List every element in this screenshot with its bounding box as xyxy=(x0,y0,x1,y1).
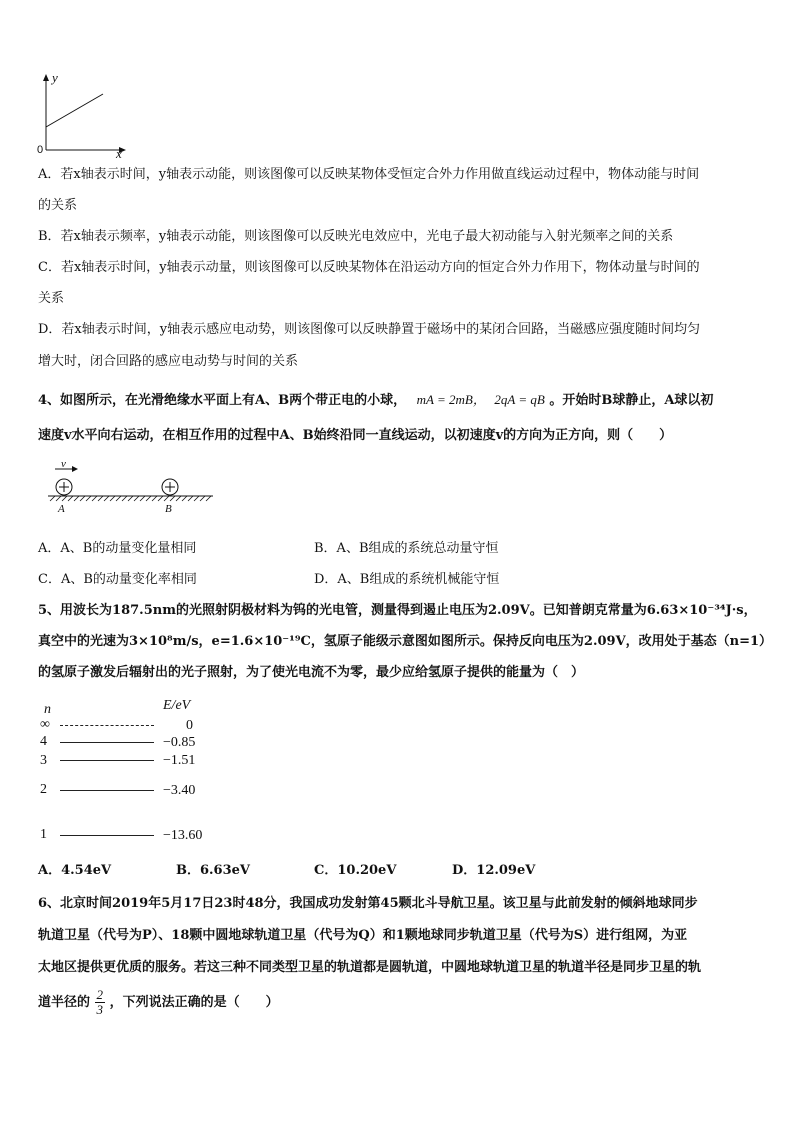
q6-line3: 太地区提供更优质的服务。若这三种不同类型卫星的轨道都是圆轨道，中圆地球轨道卫星的轨道半径是同步卫星的轨 xyxy=(38,960,702,975)
level-4-n: 4 xyxy=(40,734,47,749)
level-2-e: −3.40 xyxy=(163,783,196,798)
q4-line1 xyxy=(38,392,713,409)
level-3-e: −1.51 xyxy=(163,753,196,768)
level-3-line xyxy=(60,760,154,761)
option-3d-line2: 增大时，闭合回路的感应电动势与时间的关系 xyxy=(38,354,299,369)
option-3a-line2: 的关系 xyxy=(38,198,78,213)
graph-line xyxy=(46,94,103,127)
level-inf-n: ∞ xyxy=(40,717,50,732)
q4-mass-relation: mA = 2mB， xyxy=(416,392,486,407)
option-3c-line1: C．若x轴表示时间，y轴表示动量，则该图像可以反映某物体在沿运动方向的恒定合外力作用下，物体动量与时间的 xyxy=(38,260,700,275)
fraction-numerator: 2 xyxy=(96,987,104,1002)
q5-option-c: C．10.20eV xyxy=(314,863,397,878)
q5-option-d: D．12.09eV xyxy=(452,863,536,878)
q4-line1-a: 4、如图所示，在光滑绝缘水平面上有A、B两个带正电的小球， xyxy=(38,393,407,408)
origin-label: 0 xyxy=(37,144,44,156)
q6-line4-b: ，下列说法正确的是（ ） xyxy=(109,995,279,1010)
q4-figure xyxy=(40,458,220,518)
level-inf-line xyxy=(60,725,154,726)
graph-svg xyxy=(30,70,130,160)
q4-figure-svg xyxy=(40,458,220,518)
level-1-line xyxy=(60,835,154,836)
energy-level-diagram xyxy=(36,698,236,848)
kinetic-graph xyxy=(30,70,130,160)
q5-option-a: A．4.54eV xyxy=(38,863,112,878)
q6-line4 xyxy=(38,986,279,1020)
q4-charge-relation: 2qA = qB xyxy=(494,392,545,407)
fraction-two-thirds xyxy=(95,988,106,1017)
y-axis-arrow xyxy=(43,74,49,81)
q4-option-d: D．A、B组成的系统机械能守恒 xyxy=(314,572,500,587)
n-header: n xyxy=(44,702,51,717)
fig-b-label: B xyxy=(165,503,172,515)
e-header: E/eV xyxy=(163,698,191,713)
q6-line4-a: 道半径的 xyxy=(38,995,91,1010)
q5-line3: 的氢原子激发后辐射出的光子照射，为了使光电流不为零，最少应给氢原子提供的能量为（ ） xyxy=(38,665,585,680)
level-inf-e: 0 xyxy=(186,718,193,733)
q4-line2: 速度v水平向右运动，在相互作用的过程中A、B始终沿同一直线运动，以初速度v的方向为正方向，则（ ） xyxy=(38,428,673,443)
level-4-line xyxy=(60,742,154,743)
q5-line2: 真空中的光速为3×10⁸m/s，e=1.6×10⁻¹⁹C，氢原子能级示意图如图所示。保持反向电压为2.09V，改用处于基态（n=1） xyxy=(38,634,773,649)
level-1-e: −13.60 xyxy=(163,828,203,843)
x-axis-label: x xyxy=(116,146,122,161)
q5-line1: 5、用波长为187.5nm的光照射阴极材料为钨的光电管，测量得到遏止电压为2.09V。已知普朗克常量为6.63×10⁻³⁴J·s， xyxy=(38,603,757,618)
q5-option-b: B．6.63eV xyxy=(176,863,251,878)
level-4-e: −0.85 xyxy=(163,735,196,750)
q4-option-a: A．A、B的动量变化量相同 xyxy=(38,541,197,556)
q6-line2: 轨道卫星（代号为P）、18颗中圆地球轨道卫星（代号为Q）和1颗地球同步轨道卫星（代号为S）进行组网，为亚 xyxy=(38,928,688,943)
fraction-denominator: 3 xyxy=(96,1002,104,1017)
ground-hatch xyxy=(50,496,211,501)
q4-line1-b: 。开始时B球静止，A球以初 xyxy=(549,393,714,408)
q4-option-b: B．A、B组成的系统总动量守恒 xyxy=(314,541,499,556)
level-2-line xyxy=(60,790,154,791)
option-3d-line1: D．若x轴表示时间，y轴表示感应电动势，则该图像可以反映静置于磁场中的某闭合回路，当磁感应强度随时间均匀 xyxy=(38,322,701,337)
option-3c-line2: 关系 xyxy=(38,291,65,306)
q4-option-c: C．A、B的动量变化率相同 xyxy=(38,572,197,587)
level-3-n: 3 xyxy=(40,753,47,768)
option-3a-line1: A．若x轴表示时间，y轴表示动能，则该图像可以反映某物体受恒定合外力作用做直线运动过程中，物体动能与时间 xyxy=(38,167,700,182)
option-3b: B．若x轴表示频率，y轴表示动能，则该图像可以反映光电效应中，光电子最大初动能与入射光频率之间的关系 xyxy=(38,229,674,244)
level-1-n: 1 xyxy=(40,827,47,842)
fig-a-label: A xyxy=(58,503,65,515)
q6-line1: 6、北京时间2019年5月17日23时48分，我国成功发射第45颗北斗导航卫星。该卫星与此前发射的倾斜地球同步 xyxy=(38,896,698,911)
fig-v-label: v xyxy=(61,458,66,470)
velocity-arrowhead xyxy=(72,466,78,472)
y-axis-label: y xyxy=(52,70,58,85)
level-2-n: 2 xyxy=(40,782,47,797)
